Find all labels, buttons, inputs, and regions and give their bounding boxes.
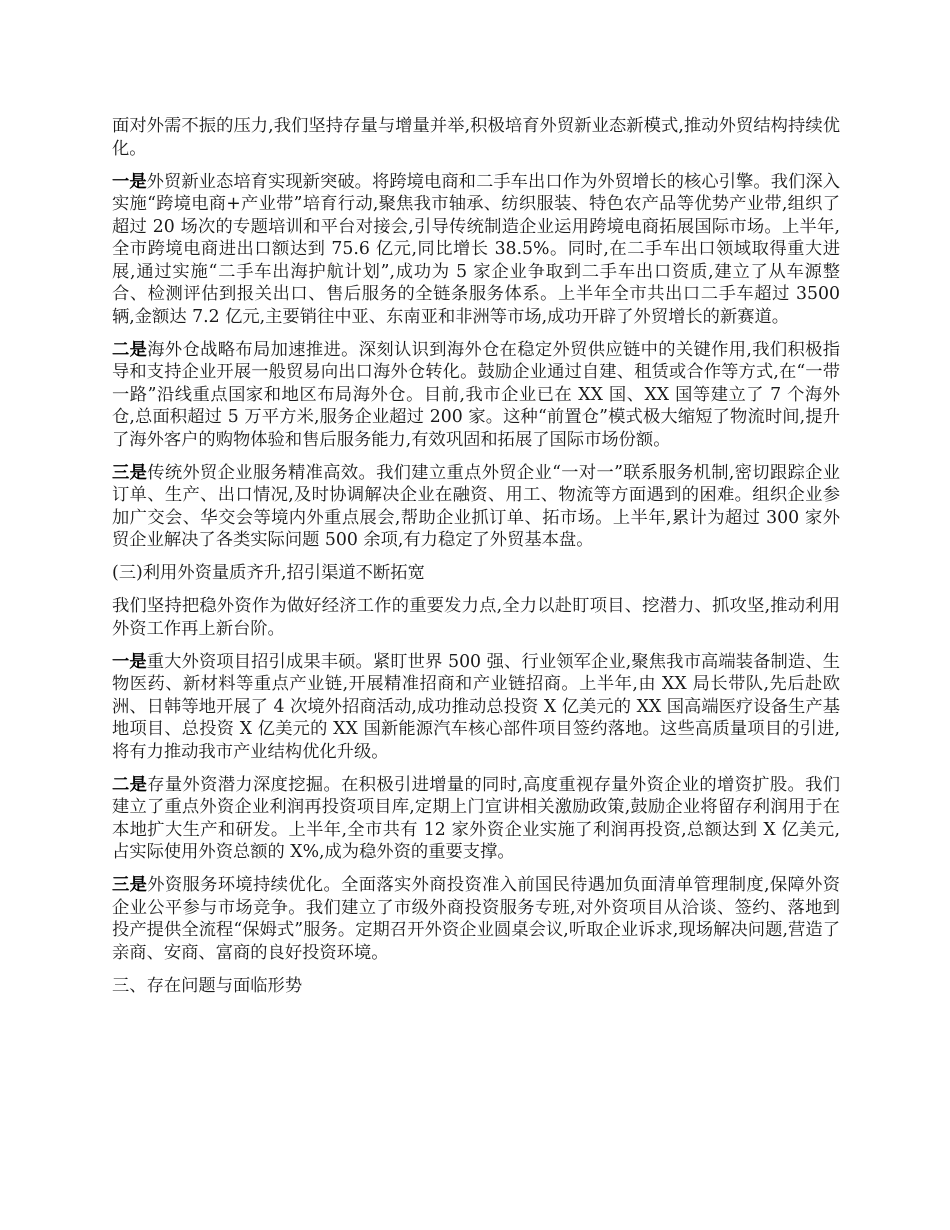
paragraph-lead: 一是 [112,171,147,192]
paragraph-intro [112,115,840,160]
paragraph-text: 外资服务环境持续优化。全面落实外商投资准入前国民待遇加负面清单管理制度,保障外资企业公平参与市场竞争。我们建立了市级外商投资服务专班,对外资项目从洽谈、签约、落地到投产提供全流程“保姆式”服务。定期召开外资企业圆桌会议,听取企业诉求,现场解决问题,营造了亲商、安商、富商的良好投资环境。 [112,875,840,963]
section-heading-problems [112,975,840,998]
paragraph-lead: 二是 [112,339,148,360]
paragraph-lead: 三是 [112,462,148,483]
heading-text: 三、存在问题与面临形势 [112,975,303,996]
paragraph-text: 海外仓战略布局加速推进。深刻认识到海外仓在稳定外贸供应链中的关键作用,我们积极指导和支持企业开展一般贸易向出口海外仓转化。鼓励企业通过自建、租赁或合作等方式,在“一带一路”沿线重点国家和地区布局海外仓。目前,我市企业已在 XX 国、XX 国等建立了 7 个海外仓,总面积超过 5 万平方米,服务企业超过 200 家。这种“前置仓”模式极大缩短了物流时间,提升了海外客户的购物体验和售后服务能力,有效巩固和拓展了国际市场份额。 [112,339,840,450]
paragraph-investment-3 [112,874,840,964]
paragraph-text: 传统外贸企业服务精准高效。我们建立重点外贸企业“一对一”联系服务机制,密切跟踪企业订单、生产、出口情况,及时协调解决企业在融资、用工、物流等方面遇到的困难。组织企业参加广交会、华交会等境内外重点展会,帮助企业抓订单、拓市场。上半年,累计为超过 300 家外贸企业解决了各类实际问题 500 余项,有力稳定了外贸基本盘。 [112,462,840,550]
paragraph-lead: 三是 [112,875,148,895]
section-heading-foreign-investment [112,562,840,585]
document-body [112,115,840,1008]
paragraph-point-1 [112,171,840,329]
paragraph-text: 存量外资潜力深度挖掘。在积极引进增量的同时,高度重视存量外资企业的增资扩股。我们建立了重点外资企业利润再投资项目库,定期上门宣讲相关激励政策,鼓励企业将留存利润用于在本地扩大生产和研发。上半年,全市共有 12 家外资企业实施了利润再投资,总额达到 X 亿美元,占实际使用外资总额的 X%,成为稳外资的重要支撑。 [112,774,840,862]
paragraph-text: 外贸新业态培育实现新突破。将跨境电商和二手车出口作为外贸增长的核心引擎。我们深入实施“跨境电商+产业带”培育行动,聚焦我市轴承、纺织服装、特色农产品等优势产业带,组织了超过 20 场次的专题培训和平台对接会,引导传统制造企业运用跨境电商拓展国际市场。上半年,全市跨境电商进出口额达到 75.6 亿元,同比增长 38.5%。同时,在二手车出口领域取得重大进展,通过实施“二手车出海护航计划”,成功为 5 家企业争取到二手车出口资质,建立了从车源整合、检测评估到报关出口、售后服务的全链条服务体系。上半年全市共出口二手车超过 3500 辆,金额达 7.2 亿元,主要销往中亚、东南亚和非洲等市场,成功开辟了外贸增长的新赛道。 [112,171,840,327]
paragraph-text: 面对外需不振的压力,我们坚持存量与增量并举,积极培育外贸新业态新模式,推动外贸结构持续优化。 [112,116,840,159]
paragraph-point-2 [112,339,840,452]
heading-text: (三)利用外资量质齐升,招引渠道不断拓宽 [112,563,425,583]
paragraph-point-3 [112,462,840,552]
paragraph-lead: 一是 [112,651,147,672]
paragraph-investment-intro [112,595,840,640]
paragraph-investment-1 [112,651,840,764]
paragraph-text: 重大外资项目招引成果丰硕。紧盯世界 500 强、行业领军企业,聚焦我市高端装备制造、生物医药、新材料等重点产业链,开展精准招商和产业链招商。上半年,由 XX 局长带队,先后赴欧洲、日韩等地开展了 4 次境外招商活动,成功推动总投资 X 亿美元的 XX 国高端医疗设备生产基地项目、总投资 X 亿美元的 XX 国新能源汽车核心部件项目签约落地。这些高质量项目的引进,将有力推动我市产业结构优化升级。 [112,651,840,762]
paragraph-investment-2 [112,774,840,864]
paragraph-lead: 二是 [112,774,148,795]
paragraph-text: 我们坚持把稳外资作为做好经济工作的重要发力点,全力以赴盯项目、挖潜力、抓攻坚,推动利用外资工作再上新台阶。 [112,596,840,639]
